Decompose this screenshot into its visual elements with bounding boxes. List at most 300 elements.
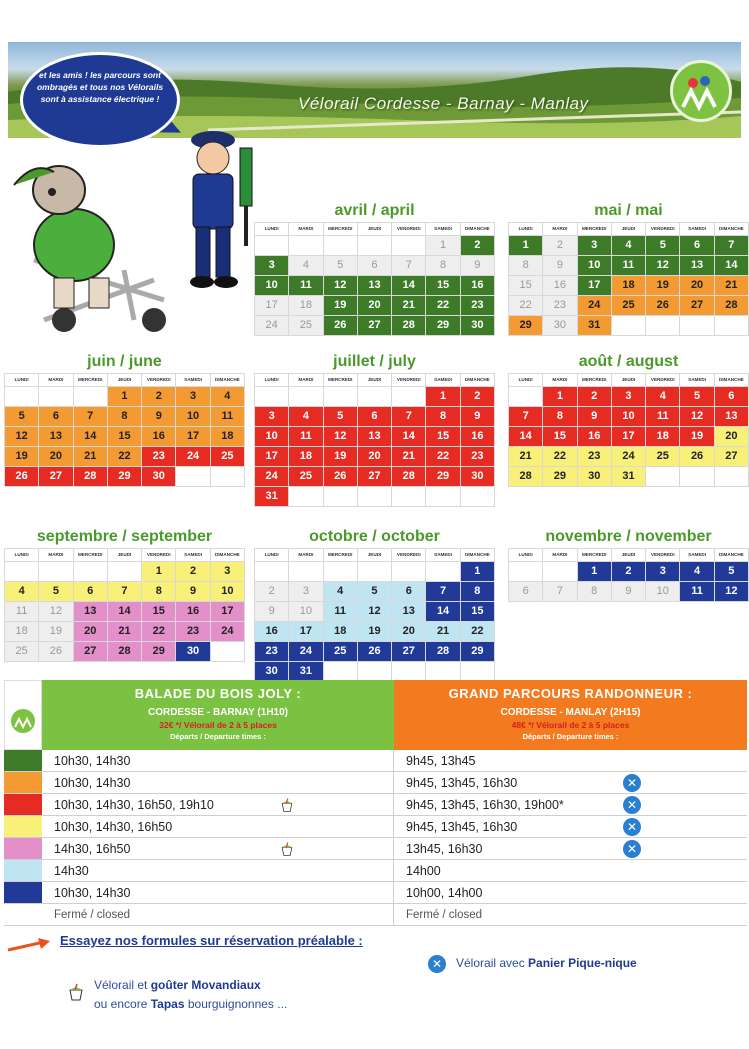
calendar-empty-cell xyxy=(324,662,357,681)
weekday-header: VENDREDI xyxy=(646,223,679,235)
calendar-day: 1 xyxy=(509,236,542,255)
calendar-day: 9 xyxy=(142,407,175,426)
calendar-day: 26 xyxy=(39,642,72,661)
calendar-day: 23 xyxy=(461,296,494,315)
calendar-empty-cell xyxy=(289,487,322,506)
calendar-day: 7 xyxy=(108,582,141,601)
calendar-day: 27 xyxy=(74,642,107,661)
calendar-day: 29 xyxy=(461,642,494,661)
banner-title: Vélorail Cordesse - Barnay - Manlay xyxy=(298,94,589,113)
calendar-day: 6 xyxy=(39,407,72,426)
weekday-header: SAMEDI xyxy=(176,374,209,386)
calendar-day: 30 xyxy=(461,467,494,486)
calendar-day: 26 xyxy=(646,296,679,315)
schedule-row xyxy=(4,794,747,816)
schedule-rows xyxy=(4,750,747,926)
weekday-header: JEUDI xyxy=(358,549,391,561)
calendar-empty-cell xyxy=(5,387,38,406)
calendar-day: 1 xyxy=(108,387,141,406)
schedule-row xyxy=(4,860,747,882)
brand-logo-small xyxy=(4,680,42,750)
calendar-day: 30 xyxy=(461,316,494,335)
calendar-empty-cell xyxy=(680,467,713,486)
panier-prefix: Vélorail avec xyxy=(456,956,525,971)
route-price: 48€ */ Vélorail de 2 à 5 places xyxy=(511,720,630,730)
calendar-day: 29 xyxy=(426,467,459,486)
grand-parcours-times: 10h00, 14h00 xyxy=(394,882,747,903)
calendar-day: 15 xyxy=(426,276,459,295)
weekday-header: JEUDI xyxy=(358,374,391,386)
weekday-header: JEUDI xyxy=(108,549,141,561)
calendar-day: 23 xyxy=(142,447,175,466)
calendar-day: 4 xyxy=(680,562,713,581)
picnic-basket-icon: ✕ xyxy=(623,796,641,814)
calendar-day: 24 xyxy=(211,622,244,641)
calendar-day: 11 xyxy=(612,256,645,275)
calendar-day: 5 xyxy=(680,387,713,406)
calendar-day: 10 xyxy=(176,407,209,426)
calendar-day: 4 xyxy=(646,387,679,406)
calendar-day: 30 xyxy=(578,467,611,486)
calendar-empty-cell xyxy=(108,562,141,581)
calendar-day: 18 xyxy=(289,296,322,315)
calendar-day: 25 xyxy=(289,316,322,335)
departures-label: Départs / Departure times : xyxy=(522,732,619,741)
grand-parcours-times: 14h00 xyxy=(394,860,747,881)
calendar-empty-cell xyxy=(612,316,645,335)
calendar-day: 6 xyxy=(358,256,391,275)
calendar-day: 24 xyxy=(176,447,209,466)
weekday-header: SAMEDI xyxy=(680,223,713,235)
calendar-day: 9 xyxy=(461,407,494,426)
calendar-day: 31 xyxy=(289,662,322,681)
calendar-day: 13 xyxy=(358,276,391,295)
calendar-grid xyxy=(508,222,749,336)
calendar-day: 19 xyxy=(358,622,391,641)
color-swatch xyxy=(4,860,42,881)
calendar-day: 19 xyxy=(324,296,357,315)
calendar-day: 5 xyxy=(5,407,38,426)
gouter-name: goûter Movandiaux xyxy=(150,978,261,992)
calendar-day: 27 xyxy=(680,296,713,315)
calendar-day: 23 xyxy=(543,296,576,315)
calendar-day: 4 xyxy=(5,582,38,601)
weekday-header: DIMANCHE xyxy=(461,374,494,386)
formules-heading: Essayez nos formules sur réservation préalable : xyxy=(60,933,363,948)
snack-cup-icon xyxy=(279,797,295,813)
calendar-day: 25 xyxy=(646,447,679,466)
weekday-header: MERCREDI xyxy=(578,223,611,235)
calendar-day: 10 xyxy=(612,407,645,426)
calendar-grid xyxy=(508,548,749,602)
calendar-day: 1 xyxy=(543,387,576,406)
calendar-empty-cell xyxy=(426,662,459,681)
calendar-day: 2 xyxy=(142,387,175,406)
weekday-header: DIMANCHE xyxy=(211,549,244,561)
calendar-day: 16 xyxy=(543,276,576,295)
calendar-day: 25 xyxy=(289,467,322,486)
calendar-empty-cell xyxy=(289,562,322,581)
calendar-day: 3 xyxy=(211,562,244,581)
calendar-day: 2 xyxy=(578,387,611,406)
calendar-day: 19 xyxy=(680,427,713,446)
bois-joly-times: 10h30, 14h30 xyxy=(42,750,394,771)
snack-cup-icon xyxy=(279,841,295,857)
calendar-day: 12 xyxy=(39,602,72,621)
calendar-day: 30 xyxy=(142,467,175,486)
picnic-basket-icon: ✕ xyxy=(623,774,641,792)
calendar-day: 31 xyxy=(578,316,611,335)
calendar-day: 21 xyxy=(426,622,459,641)
calendar-day: 18 xyxy=(211,427,244,446)
calendar-day: 15 xyxy=(543,427,576,446)
calendar-day: 1 xyxy=(142,562,175,581)
calendar-day: 14 xyxy=(392,427,425,446)
route-price: 32€ */ Vélorail de 2 à 5 places xyxy=(159,720,277,730)
weekday-header: LUNDI xyxy=(5,374,38,386)
picnic-basket-icon: ✕ xyxy=(623,840,641,858)
panier-name: Panier Pique-nique xyxy=(528,956,637,971)
calendar-day: 11 xyxy=(324,602,357,621)
weekday-header: MERCREDI xyxy=(324,223,357,235)
calendar-empty-cell xyxy=(715,467,748,486)
color-swatch xyxy=(4,904,42,925)
calendar-day: 28 xyxy=(392,316,425,335)
calendar-day: 26 xyxy=(680,447,713,466)
calendar-day: 3 xyxy=(176,387,209,406)
arrow-right-icon xyxy=(6,938,56,954)
calendar-day: 31 xyxy=(255,487,288,506)
calendar-day: 15 xyxy=(142,602,175,621)
calendar-day: 6 xyxy=(392,582,425,601)
route-subtitle: CORDESSE - BARNAY (1H10) xyxy=(147,707,289,718)
weekday-header: JEUDI xyxy=(612,549,645,561)
calendar-day: 24 xyxy=(578,296,611,315)
calendar-empty-cell xyxy=(324,236,357,255)
calendar-day: 2 xyxy=(543,236,576,255)
calendar-empty-cell xyxy=(211,642,244,661)
calendar-day: 20 xyxy=(39,447,72,466)
calendar-day: 15 xyxy=(426,427,459,446)
calendar-day: 25 xyxy=(5,642,38,661)
calendar-empty-cell xyxy=(74,562,107,581)
schedule-row xyxy=(4,904,747,926)
weekday-header: JEUDI xyxy=(612,223,645,235)
cyclist-mascot-illustration xyxy=(4,150,184,340)
calendar-empty-cell xyxy=(324,487,357,506)
calendar-november xyxy=(508,526,749,602)
weekday-header: MARDI xyxy=(289,374,322,386)
snack-cup-icon xyxy=(66,982,86,1002)
weekday-header: SAMEDI xyxy=(176,549,209,561)
calendar-day: 11 xyxy=(5,602,38,621)
calendar-day: 29 xyxy=(426,316,459,335)
calendar-day: 6 xyxy=(680,236,713,255)
schedule-row xyxy=(4,882,747,904)
calendar-day: 18 xyxy=(646,427,679,446)
calendar-day: 17 xyxy=(289,622,322,641)
calendar-day: 22 xyxy=(461,622,494,641)
weekday-header: MERCREDI xyxy=(578,374,611,386)
calendar-day: 29 xyxy=(108,467,141,486)
calendar-day: 4 xyxy=(289,407,322,426)
route-title: BALADE DU BOIS JOLY : xyxy=(134,686,302,701)
calendar-empty-cell xyxy=(646,316,679,335)
calendar-day: 11 xyxy=(289,427,322,446)
calendar-day: 25 xyxy=(612,296,645,315)
calendar-day: 14 xyxy=(392,276,425,295)
schedule-row xyxy=(4,816,747,838)
calendar-day: 2 xyxy=(255,582,288,601)
calendar-day: 17 xyxy=(255,447,288,466)
calendar-grid xyxy=(254,222,495,336)
calendar-day: 12 xyxy=(680,407,713,426)
weekday-header: MERCREDI xyxy=(324,374,357,386)
grand-parcours-times: 13h45, 16h30 ✕ xyxy=(394,838,747,859)
calendar-empty-cell xyxy=(358,662,391,681)
calendar-empty-cell xyxy=(461,662,494,681)
calendar-day: 27 xyxy=(358,467,391,486)
calendar-day: 20 xyxy=(680,276,713,295)
calendar-day: 9 xyxy=(543,256,576,275)
calendar-empty-cell xyxy=(680,316,713,335)
calendar-day: 23 xyxy=(461,447,494,466)
weekday-header: LUNDI xyxy=(5,549,38,561)
calendar-day: 7 xyxy=(509,407,542,426)
color-swatch xyxy=(4,750,42,771)
calendar-day: 1 xyxy=(426,236,459,255)
tapas-suffix: bourguignonnes ... xyxy=(187,997,288,1011)
calendar-day: 28 xyxy=(74,467,107,486)
calendar-empty-cell xyxy=(211,467,244,486)
calendar-day: 30 xyxy=(255,662,288,681)
calendar-day: 7 xyxy=(715,236,748,255)
calendar-day: 4 xyxy=(612,236,645,255)
calendar-day: 11 xyxy=(646,407,679,426)
calendar-day: 23 xyxy=(578,447,611,466)
conductor-mascot-illustration xyxy=(168,122,268,302)
route-subtitle: CORDESSE - MANLAY (2H15) xyxy=(500,707,641,718)
calendar-empty-cell xyxy=(392,236,425,255)
calendar-empty-cell xyxy=(358,562,391,581)
panier-legend xyxy=(428,955,637,973)
calendar-day: 5 xyxy=(324,407,357,426)
calendar-title: mai / mai xyxy=(594,202,663,219)
weekday-header: DIMANCHE xyxy=(715,549,748,561)
calendar-day: 17 xyxy=(578,276,611,295)
calendar-day: 1 xyxy=(461,562,494,581)
calendar-empty-cell xyxy=(543,562,576,581)
calendar-day: 9 xyxy=(461,256,494,275)
gouter-legend xyxy=(94,976,287,1014)
calendar-day: 8 xyxy=(509,256,542,275)
weekday-header: MERCREDI xyxy=(74,374,107,386)
calendar-day: 30 xyxy=(176,642,209,661)
calendar-july xyxy=(254,351,495,507)
weekday-header: MERCREDI xyxy=(578,549,611,561)
calendar-empty-cell xyxy=(392,387,425,406)
weekday-header: SAMEDI xyxy=(680,374,713,386)
weekday-header: SAMEDI xyxy=(426,549,459,561)
calendar-day: 3 xyxy=(255,256,288,275)
calendar-empty-cell xyxy=(358,487,391,506)
grand-parcours-times: Fermé / closed xyxy=(394,904,747,925)
tapas-name: Tapas xyxy=(150,997,185,1011)
calendar-empty-cell xyxy=(392,662,425,681)
calendar-day: 7 xyxy=(543,582,576,601)
bois-joly-times: 10h30, 14h30, 16h50 xyxy=(42,816,394,837)
calendar-day: 26 xyxy=(358,642,391,661)
calendar-day: 13 xyxy=(680,256,713,275)
calendar-empty-cell xyxy=(289,236,322,255)
calendar-grid xyxy=(508,373,749,487)
weekday-header: MARDI xyxy=(289,223,322,235)
calendar-empty-cell xyxy=(39,387,72,406)
calendar-empty-cell xyxy=(509,387,542,406)
calendar-day: 9 xyxy=(612,582,645,601)
calendar-day: 8 xyxy=(543,407,576,426)
bois-joly-times: 10h30, 14h30, 16h50, 19h10 xyxy=(42,794,394,815)
calendar-day: 13 xyxy=(74,602,107,621)
weekday-header: MARDI xyxy=(543,374,576,386)
weekday-header: DIMANCHE xyxy=(715,223,748,235)
calendar-day: 7 xyxy=(392,256,425,275)
calendar-day: 10 xyxy=(211,582,244,601)
gouter-prefix: Vélorail et xyxy=(94,978,148,992)
calendar-day: 8 xyxy=(142,582,175,601)
weekday-header: SAMEDI xyxy=(680,549,713,561)
schedule-table xyxy=(4,680,747,926)
calendar-day: 17 xyxy=(176,427,209,446)
calendar-day: 28 xyxy=(715,296,748,315)
calendar-grid xyxy=(254,373,495,507)
calendar-day: 3 xyxy=(646,562,679,581)
calendar-day: 16 xyxy=(142,427,175,446)
calendar-day: 9 xyxy=(578,407,611,426)
calendar-day: 12 xyxy=(358,602,391,621)
weekday-header: DIMANCHE xyxy=(211,374,244,386)
color-swatch xyxy=(4,838,42,859)
calendar-day: 28 xyxy=(509,467,542,486)
calendar-grid xyxy=(4,373,245,487)
calendar-day: 15 xyxy=(461,602,494,621)
calendar-day: 10 xyxy=(255,427,288,446)
calendar-empty-cell xyxy=(289,387,322,406)
calendar-october xyxy=(254,526,495,682)
calendar-day: 8 xyxy=(426,256,459,275)
calendar-empty-cell xyxy=(461,487,494,506)
calendar-empty-cell xyxy=(646,467,679,486)
weekday-header: LUNDI xyxy=(255,374,288,386)
calendar-day: 26 xyxy=(324,467,357,486)
calendar-empty-cell xyxy=(176,467,209,486)
calendar-day: 24 xyxy=(255,316,288,335)
calendar-day: 6 xyxy=(74,582,107,601)
weekday-header: MARDI xyxy=(543,549,576,561)
calendar-day: 31 xyxy=(612,467,645,486)
schedule-row xyxy=(4,838,747,860)
calendar-day: 22 xyxy=(509,296,542,315)
bois-joly-times: 14h30, 16h50 xyxy=(42,838,394,859)
weekday-header: VENDREDI xyxy=(392,549,425,561)
route-bois-joly-header xyxy=(42,680,394,750)
calendar-day: 24 xyxy=(255,467,288,486)
calendar-empty-cell xyxy=(74,387,107,406)
calendar-day: 2 xyxy=(612,562,645,581)
calendar-day: 19 xyxy=(39,622,72,641)
weekday-header: LUNDI xyxy=(509,549,542,561)
calendar-day: 9 xyxy=(255,602,288,621)
calendar-day: 5 xyxy=(324,256,357,275)
picnic-basket-icon: ✕ xyxy=(428,955,446,973)
calendar-day: 23 xyxy=(255,642,288,661)
calendar-day: 14 xyxy=(74,427,107,446)
weekday-header: DIMANCHE xyxy=(461,223,494,235)
calendar-day: 18 xyxy=(324,622,357,641)
calendar-day: 12 xyxy=(324,276,357,295)
weekday-header: JEUDI xyxy=(612,374,645,386)
calendar-day: 23 xyxy=(176,622,209,641)
calendar-day: 26 xyxy=(324,316,357,335)
calendar-title: septembre / september xyxy=(36,528,213,545)
calendar-day: 16 xyxy=(578,427,611,446)
weekday-header: JEUDI xyxy=(108,374,141,386)
calendar-day: 11 xyxy=(289,276,322,295)
calendar-june xyxy=(4,351,245,487)
calendar-day: 6 xyxy=(715,387,748,406)
calendar-day: 29 xyxy=(509,316,542,335)
calendar-day: 11 xyxy=(211,407,244,426)
calendar-day: 18 xyxy=(289,447,322,466)
weekday-header: SAMEDI xyxy=(426,223,459,235)
calendar-day: 7 xyxy=(74,407,107,426)
schedule-header xyxy=(4,680,747,750)
weekday-header: MARDI xyxy=(39,549,72,561)
weekday-header: MARDI xyxy=(289,549,322,561)
calendar-day: 13 xyxy=(392,602,425,621)
calendar-day: 29 xyxy=(142,642,175,661)
calendar-day: 25 xyxy=(324,642,357,661)
calendar-day: 16 xyxy=(176,602,209,621)
departures-label: Départs / Departure times : xyxy=(170,732,266,741)
weekday-header: DIMANCHE xyxy=(461,549,494,561)
calendar-day: 20 xyxy=(392,622,425,641)
calendar-empty-cell xyxy=(324,562,357,581)
calendar-day: 28 xyxy=(108,642,141,661)
calendar-day: 10 xyxy=(646,582,679,601)
grand-parcours-times: 9h45, 13h45, 16h30, 19h00* ✕ xyxy=(394,794,747,815)
calendar-day: 22 xyxy=(543,447,576,466)
calendar-day: 22 xyxy=(426,296,459,315)
calendar-day: 17 xyxy=(211,602,244,621)
calendar-day: 13 xyxy=(358,427,391,446)
bois-joly-times: 14h30 xyxy=(42,860,394,881)
calendar-day: 19 xyxy=(324,447,357,466)
tapas-prefix: ou encore xyxy=(94,997,148,1011)
calendar-day: 3 xyxy=(289,582,322,601)
weekday-header: JEUDI xyxy=(358,223,391,235)
calendar-title: juillet / july xyxy=(333,353,416,370)
route-title: GRAND PARCOURS RANDONNEUR : xyxy=(448,686,693,701)
calendar-day: 17 xyxy=(255,296,288,315)
bois-joly-times: 10h30, 14h30 xyxy=(42,772,394,793)
weekday-header: MARDI xyxy=(39,374,72,386)
calendar-day: 16 xyxy=(255,622,288,641)
calendar-day: 2 xyxy=(461,387,494,406)
calendar-day: 19 xyxy=(5,447,38,466)
weekday-header: VENDREDI xyxy=(142,374,175,386)
calendar-day: 1 xyxy=(426,387,459,406)
